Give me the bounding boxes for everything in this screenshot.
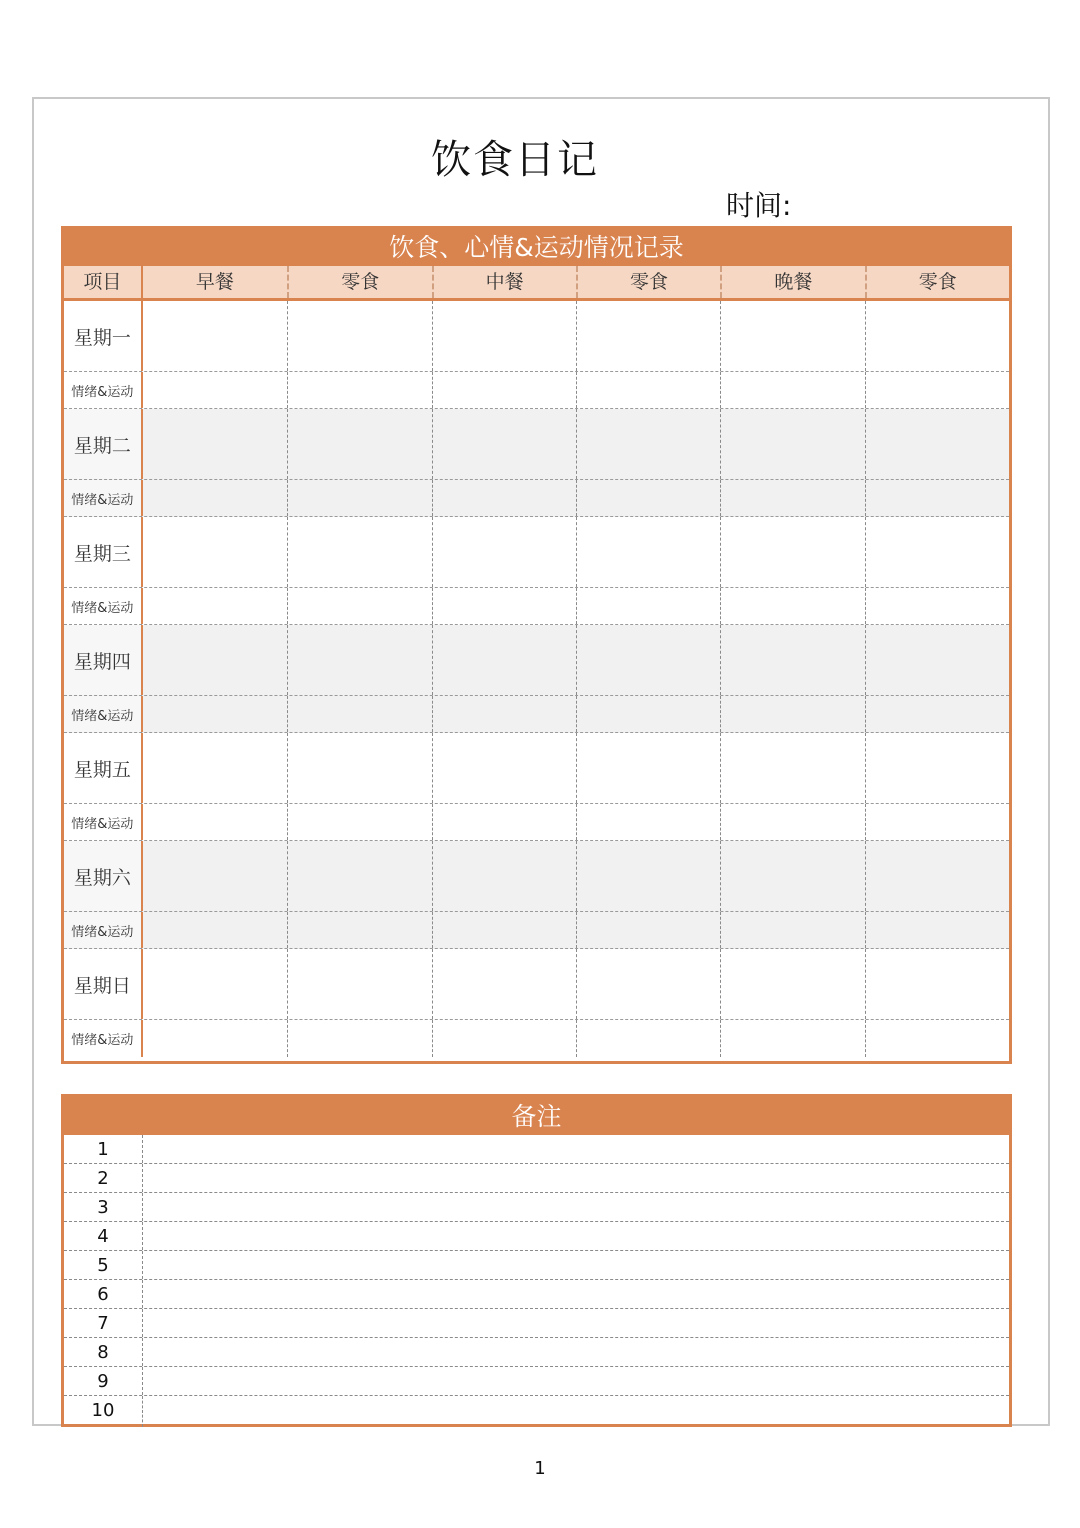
entry-cell[interactable] <box>287 588 431 624</box>
note-row <box>64 1222 1009 1251</box>
day-label: 星期三 <box>64 517 143 587</box>
entry-cell[interactable] <box>720 949 864 1019</box>
day-row <box>64 301 1009 372</box>
entry-cell[interactable] <box>576 301 720 371</box>
entry-cell[interactable] <box>576 517 720 587</box>
entry-cell[interactable] <box>143 696 287 732</box>
note-row <box>64 1251 1009 1280</box>
note-text-cell[interactable] <box>143 1222 1009 1250</box>
entry-cell[interactable] <box>143 480 287 516</box>
entry-cell[interactable] <box>576 372 720 408</box>
entry-cell[interactable] <box>576 696 720 732</box>
notes-header: 备注 <box>64 1097 1009 1135</box>
note-number: 7 <box>64 1309 143 1337</box>
entry-cell[interactable] <box>576 588 720 624</box>
entry-cell[interactable] <box>865 949 1009 1019</box>
entry-cell[interactable] <box>432 301 576 371</box>
entry-cell[interactable] <box>865 372 1009 408</box>
mood-label: 情绪&运动 <box>64 912 143 948</box>
note-text-cell[interactable] <box>143 1164 1009 1192</box>
day-label: 星期六 <box>64 841 143 911</box>
entry-cell[interactable] <box>720 480 864 516</box>
mood-row <box>64 912 1009 949</box>
entry-cell[interactable] <box>143 625 287 695</box>
mood-label: 情绪&运动 <box>64 696 143 732</box>
entry-cell[interactable] <box>865 625 1009 695</box>
note-number: 5 <box>64 1251 143 1279</box>
entry-cell[interactable] <box>432 625 576 695</box>
note-text-cell[interactable] <box>143 1193 1009 1221</box>
entry-cell[interactable] <box>576 733 720 803</box>
note-row <box>64 1367 1009 1396</box>
note-row <box>64 1309 1009 1338</box>
entry-cell[interactable] <box>720 517 864 587</box>
entry-cell[interactable] <box>432 517 576 587</box>
day-label: 星期五 <box>64 733 143 803</box>
entry-cell[interactable] <box>287 912 431 948</box>
mood-label: 情绪&运动 <box>64 804 143 840</box>
note-row <box>64 1164 1009 1193</box>
day-row <box>64 625 1009 696</box>
page-number: 1 <box>534 1458 546 1479</box>
mood-label: 情绪&运动 <box>64 372 143 408</box>
entry-cell[interactable] <box>432 912 576 948</box>
note-text-cell[interactable] <box>143 1309 1009 1337</box>
mood-row <box>64 696 1009 733</box>
entry-cell[interactable] <box>287 949 431 1019</box>
entry-cell[interactable] <box>720 588 864 624</box>
day-label: 星期一 <box>64 301 143 371</box>
notes-rows <box>64 1135 1009 1427</box>
entry-cell[interactable] <box>287 480 431 516</box>
entry-cell[interactable] <box>287 372 431 408</box>
entry-cell[interactable] <box>720 301 864 371</box>
note-row <box>64 1193 1009 1222</box>
entry-cell[interactable] <box>576 949 720 1019</box>
mood-row <box>64 1020 1009 1057</box>
entry-cell[interactable] <box>287 696 431 732</box>
entry-cell[interactable] <box>143 949 287 1019</box>
entry-cell[interactable] <box>720 841 864 911</box>
note-row <box>64 1280 1009 1309</box>
entry-cell[interactable] <box>432 841 576 911</box>
entry-cell[interactable] <box>720 1020 864 1057</box>
column-header: 零食 <box>865 266 1009 298</box>
note-text-cell[interactable] <box>143 1396 1009 1427</box>
day-row <box>64 733 1009 804</box>
mood-label: 情绪&运动 <box>64 1020 143 1057</box>
entry-cell[interactable] <box>287 1020 431 1057</box>
note-number: 3 <box>64 1193 143 1221</box>
note-number: 9 <box>64 1367 143 1395</box>
diary-rows <box>64 301 1009 1057</box>
entry-cell[interactable] <box>576 912 720 948</box>
entry-cell[interactable] <box>865 480 1009 516</box>
entry-cell[interactable] <box>720 625 864 695</box>
note-text-cell[interactable] <box>143 1251 1009 1279</box>
entry-cell[interactable] <box>432 949 576 1019</box>
entry-cell[interactable] <box>432 588 576 624</box>
entry-cell[interactable] <box>720 912 864 948</box>
column-header: 项目 <box>64 266 143 298</box>
entry-cell[interactable] <box>865 301 1009 371</box>
entry-cell[interactable] <box>720 372 864 408</box>
entry-cell[interactable] <box>720 733 864 803</box>
entry-cell[interactable] <box>287 804 431 840</box>
entry-cell[interactable] <box>143 372 287 408</box>
day-label: 星期日 <box>64 949 143 1019</box>
note-row <box>64 1135 1009 1164</box>
entry-cell[interactable] <box>576 409 720 479</box>
mood-row <box>64 804 1009 841</box>
mood-row <box>64 372 1009 409</box>
entry-cell[interactable] <box>143 588 287 624</box>
entry-cell[interactable] <box>432 696 576 732</box>
entry-cell[interactable] <box>865 1020 1009 1057</box>
column-header: 早餐 <box>195 271 234 293</box>
note-row <box>64 1338 1009 1367</box>
entry-cell[interactable] <box>143 301 287 371</box>
note-number: 10 <box>64 1396 143 1427</box>
entry-cell[interactable] <box>143 517 287 587</box>
day-label: 星期四 <box>64 625 143 695</box>
mood-label: 情绪&运动 <box>64 588 143 624</box>
note-text-cell[interactable] <box>143 1367 1009 1395</box>
entry-cell[interactable] <box>432 372 576 408</box>
mood-row <box>64 588 1009 625</box>
entry-cell[interactable] <box>287 301 431 371</box>
note-number: 1 <box>64 1135 143 1163</box>
entry-cell[interactable] <box>576 841 720 911</box>
column-header: 零食 <box>287 266 431 298</box>
entry-cell[interactable] <box>143 804 287 840</box>
note-number: 6 <box>64 1280 143 1308</box>
entry-cell[interactable] <box>143 409 287 479</box>
note-row <box>64 1396 1009 1427</box>
mood-label: 情绪&运动 <box>64 480 143 516</box>
entry-cell[interactable] <box>287 841 431 911</box>
entry-cell[interactable] <box>432 409 576 479</box>
entry-cell[interactable] <box>865 696 1009 732</box>
column-header: 零食 <box>576 266 720 298</box>
entry-cell[interactable] <box>143 733 287 803</box>
entry-cell[interactable] <box>432 1020 576 1057</box>
note-number: 8 <box>64 1338 143 1366</box>
entry-cell[interactable] <box>865 912 1009 948</box>
entry-cell[interactable] <box>143 841 287 911</box>
note-text-cell[interactable] <box>143 1338 1009 1366</box>
entry-cell[interactable] <box>287 733 431 803</box>
entry-cell[interactable] <box>287 517 431 587</box>
page-title: 饮食日记 <box>431 137 599 183</box>
entry-cell[interactable] <box>865 517 1009 587</box>
column-header: 中餐 <box>432 266 576 298</box>
day-row <box>64 841 1009 912</box>
diary-table <box>61 226 1012 1064</box>
entry-cell[interactable] <box>576 804 720 840</box>
mood-row <box>64 480 1009 517</box>
entry-cell[interactable] <box>576 1020 720 1057</box>
note-text-cell[interactable] <box>143 1135 1009 1163</box>
entry-cell[interactable] <box>865 841 1009 911</box>
entry-cell[interactable] <box>865 804 1009 840</box>
entry-cell[interactable] <box>720 696 864 732</box>
day-label: 星期二 <box>64 409 143 479</box>
entry-cell[interactable] <box>143 912 287 948</box>
entry-cell[interactable] <box>720 409 864 479</box>
entry-cell[interactable] <box>576 625 720 695</box>
note-number: 2 <box>64 1164 143 1192</box>
entry-cell[interactable] <box>432 733 576 803</box>
entry-cell[interactable] <box>287 625 431 695</box>
diary-table-header: 饮食、心情&运动情况记录 <box>64 229 1009 266</box>
entry-cell[interactable] <box>865 588 1009 624</box>
notes-table <box>61 1094 1012 1427</box>
day-row <box>64 517 1009 588</box>
column-header: 晚餐 <box>720 266 864 298</box>
entry-cell[interactable] <box>865 409 1009 479</box>
day-row <box>64 949 1009 1020</box>
entry-cell[interactable] <box>720 804 864 840</box>
note-text-cell[interactable] <box>143 1280 1009 1308</box>
entry-cell[interactable] <box>287 409 431 479</box>
entry-cell[interactable] <box>865 733 1009 803</box>
time-label: 时间: <box>726 189 792 222</box>
column-header-row <box>64 266 1009 301</box>
entry-cell[interactable] <box>432 804 576 840</box>
day-row <box>64 409 1009 480</box>
entry-cell[interactable] <box>432 480 576 516</box>
entry-cell[interactable] <box>143 1020 287 1057</box>
note-number: 4 <box>64 1222 143 1250</box>
entry-cell[interactable] <box>576 480 720 516</box>
